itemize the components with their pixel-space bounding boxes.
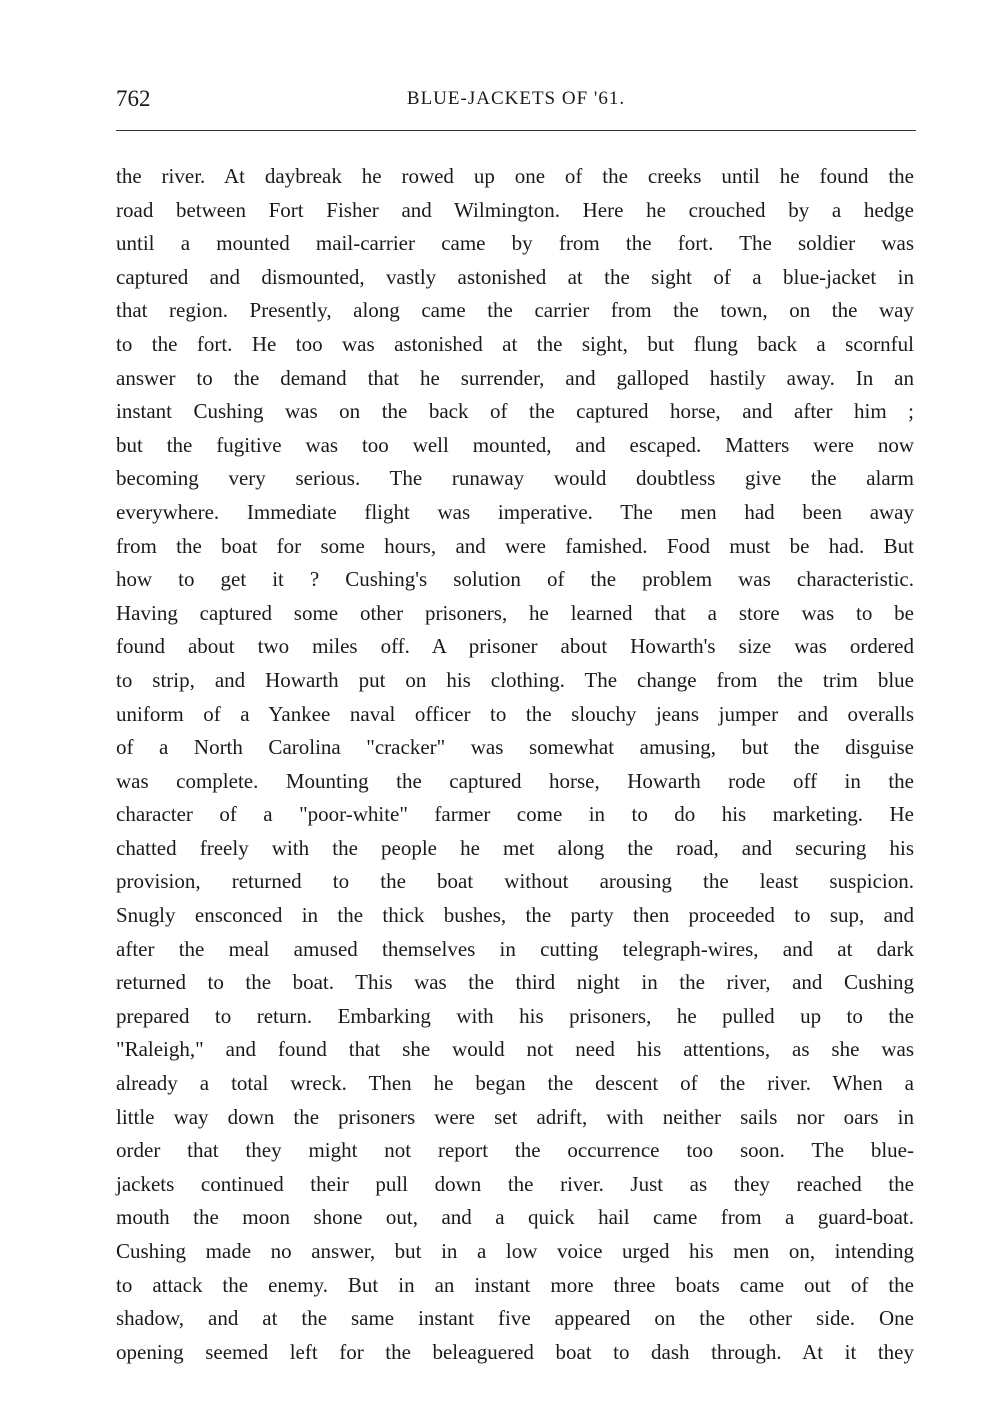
running-title: BLUE-JACKETS OF '61. xyxy=(406,88,626,109)
text-line: to strip, and Howarth put on his clothing. The change from the trim blue xyxy=(116,667,914,692)
text-line: jackets continued their pull down the river. Just as they reached the xyxy=(116,1171,914,1196)
text-line: order that they might not report the occurrence too soon. The blue- xyxy=(116,1138,914,1163)
text-line: from the boat for some hours, and were famished. Food must be had. But xyxy=(116,533,914,558)
text-line: but the fugitive was too well mounted, and escaped. Matters were now xyxy=(116,432,914,457)
text-line: how to get it ? Cushing's solution of the problem was characteristic. xyxy=(116,567,914,592)
text-line: shadow, and at the same instant five appeared on the other side. One xyxy=(116,1306,914,1331)
text-line: chatted freely with the people he met along the road, and securing his xyxy=(116,835,914,860)
text-line: answer to the demand that he surrender, and galloped hastily away. In an xyxy=(116,365,914,390)
text-line: little way down the prisoners were set adrift, with neither sails nor oars in xyxy=(116,1104,914,1129)
text-line: road between Fort Fisher and Wilmington. Here he crouched by a hedge xyxy=(116,197,914,222)
body-text xyxy=(116,160,914,1369)
text-line: captured and dismounted, vastly astonished at the sight of a blue-jacket in xyxy=(116,264,914,289)
header-rule xyxy=(116,130,916,131)
text-line: instant Cushing was on the back of the captured horse, and after him ; xyxy=(116,399,914,424)
text-line: character of a "poor-white" farmer come in to do his marketing. He xyxy=(116,802,914,827)
running-header xyxy=(116,86,916,116)
text-line: mouth the moon shone out, and a quick hail came from a guard-boat. xyxy=(116,1205,914,1230)
text-line: returned to the boat. This was the third night in the river, and Cushing xyxy=(116,970,914,995)
text-line: already a total wreck. Then he began the descent of the river. When a xyxy=(116,1071,914,1096)
text-line: was complete. Mounting the captured horse, Howarth rode off in the xyxy=(116,768,914,793)
page-number: 762 xyxy=(116,86,151,111)
text-line: to attack the enemy. But in an instant more three boats came out of the xyxy=(116,1272,914,1297)
text-line: uniform of a Yankee naval officer to the slouchy jeans jumper and overalls xyxy=(116,701,914,726)
text-line: Having captured some other prisoners, he learned that a store was to be xyxy=(116,600,914,625)
text-line: found about two miles off. A prisoner about Howarth's size was ordered xyxy=(116,634,914,659)
text-line: of a North Carolina "cracker" was somewhat amusing, but the disguise xyxy=(116,735,914,760)
text-line: Cushing made no answer, but in a low voice urged his men on, intending xyxy=(116,1239,914,1263)
text-line: to the fort. He too was astonished at the sight, but flung back a scornful xyxy=(116,331,914,356)
text-line: prepared to return. Embarking with his prisoners, he pulled up to the xyxy=(116,1003,914,1028)
text-line: that region. Presently, along came the carrier from the town, on the way xyxy=(116,298,914,323)
text-line: "Raleigh," and found that she would not need his attentions, as she was xyxy=(116,1037,914,1062)
text-line: opening seemed left for the beleaguered boat to dash through. At it they xyxy=(116,1339,914,1364)
text-line: becoming very serious. The runaway would doubtless give the alarm xyxy=(116,466,914,491)
text-line: everywhere. Immediate flight was imperative. The men had been away xyxy=(116,499,914,524)
text-line: the river. At daybreak he rowed up one of the creeks until he found the xyxy=(116,164,914,188)
text-line: until a mounted mail-carrier came by from the fort. The soldier was xyxy=(116,231,914,256)
text-line: after the meal amused themselves in cutting telegraph-wires, and at dark xyxy=(116,936,914,961)
text-line: Snugly ensconced in the thick bushes, the party then proceeded to sup, and xyxy=(116,903,914,928)
text-line: provision, returned to the boat without arousing the least suspicion. xyxy=(116,869,914,894)
